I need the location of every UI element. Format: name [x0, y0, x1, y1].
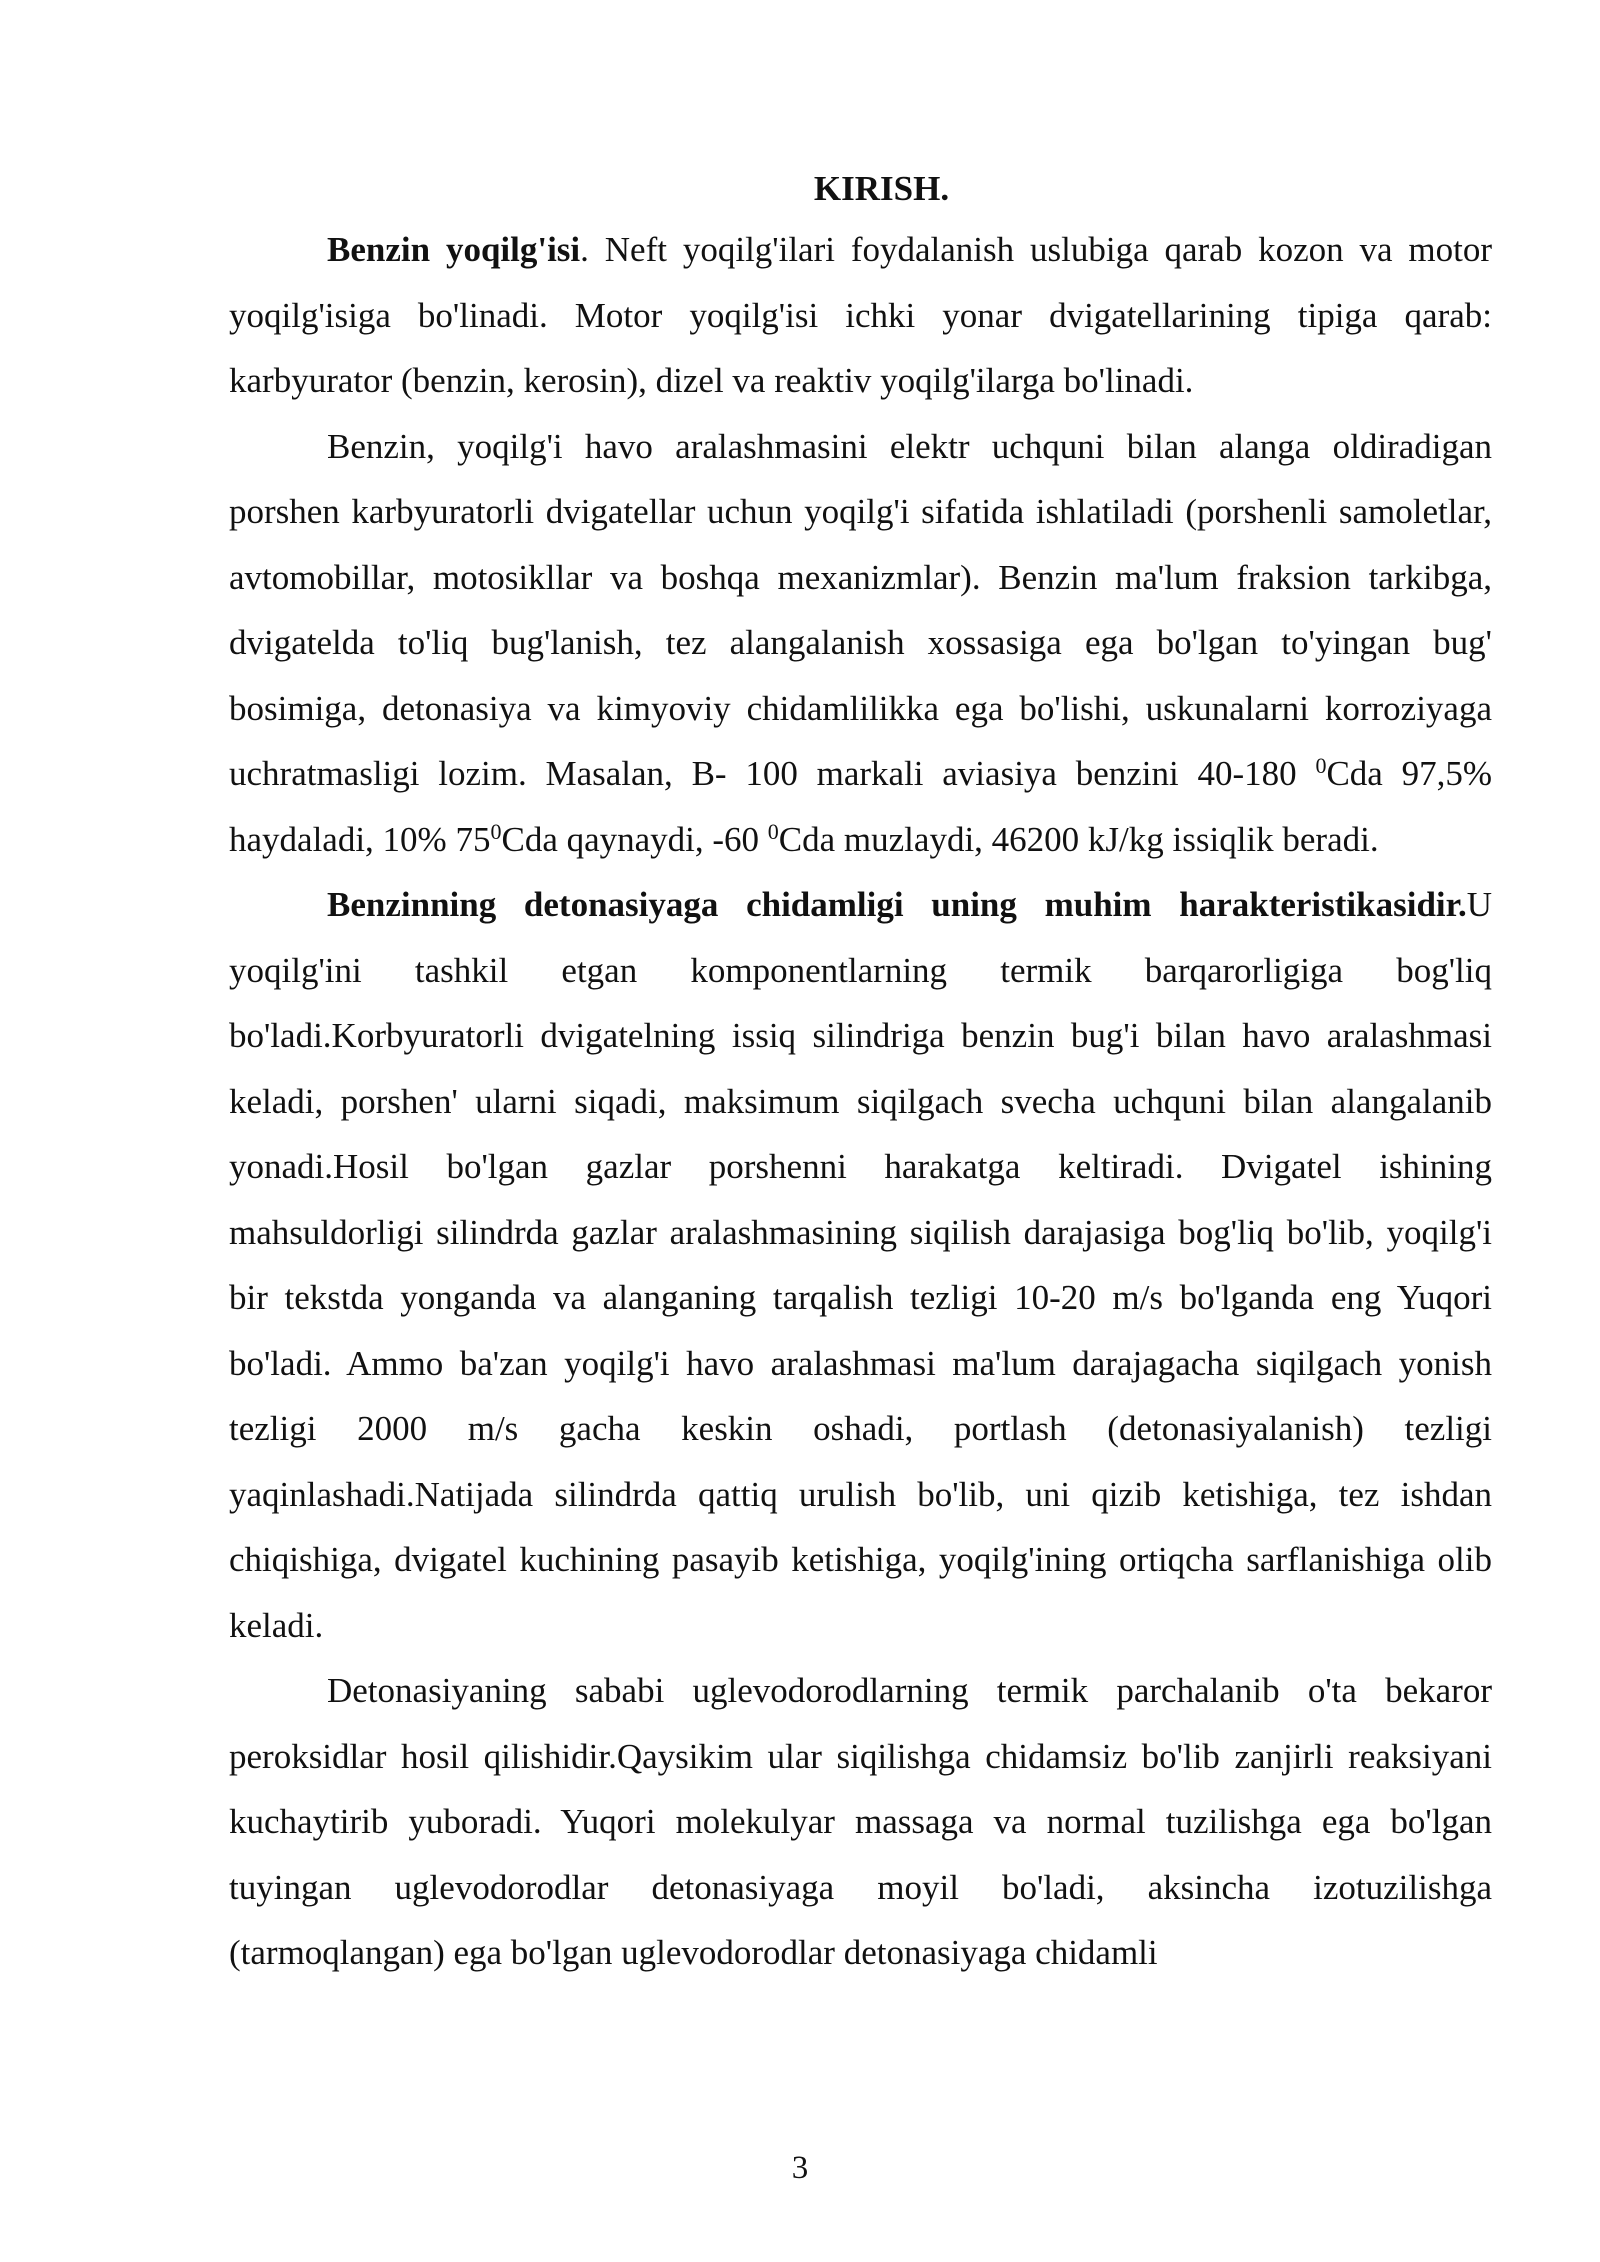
paragraph-3-bold-lead: Benzinning detonasiyaga chidamligi uning muhim harakteristikasidir.	[327, 885, 1467, 924]
paragraph-4-text: Detonasiyaning sababi uglevodorodlarning termik parchalanib o'ta bekaror peroksidlar hosil qilishidir.Qaysikim ular siqilishga chidamsiz bo'lib zanjirli reaksiyani kuchaytirib yuboradi. Yuqori molekulyar massaga va normal tuzilishga ega bo'lgan tuyingan uglevodorodlar detonasiyaga moyil bo'ladi, aksincha izotuzilishga (tarmoqlangan) ega bo'lgan uglevodorodlar detonasiyaga chidamli	[229, 1671, 1492, 1972]
page-body	[229, 160, 1492, 1986]
superscript-degree-2: 0	[490, 818, 502, 844]
paragraph-2-text-4: Cda muzlaydi, 46200 kJ/kg issiqlik beradi.	[778, 819, 1379, 859]
paragraph-2-text-1: Benzin, yoqilg'i havo aralashmasini elektr uchquni bilan alanga oldiradigan porshen karbyuratorli dvigatellar uchun yoqilg'i sifatida ishlatiladi (porshenli samoletlar, avtomobillar, motosikllar va boshqa mexanizmlar). Benzin ma'lum fraksion tarkibga, dvigatelda to'liq bug'lanish, tez alangalanish xossasiga ega bo'lgan to'yingan bug' bosimiga, detonasiya va kimyoviy chidamlilikka ega bo'lishi, uskunalarni korroziyaga uchratmasligi lozim. Masalan, B- 100 markali aviasiya benzini 40-180	[229, 426, 1492, 793]
paragraph-4	[229, 1658, 1492, 1986]
superscript-degree-3: 0	[767, 818, 779, 844]
paragraph-1	[229, 217, 1492, 414]
paragraph-2-text-3: Cda qaynaydi, -60	[501, 819, 768, 859]
paragraph-1-bold-lead: Benzin yoqilg'isi	[327, 230, 581, 269]
page-number: 3	[791, 2150, 809, 2186]
paragraph-3-text: U yoqilg'ini tashkil etgan komponentlarning termik barqarorligiga bog'liq bo'ladi.Korbyuratorli dvigatelning issiq silindriga benzin bug'i bilan havo aralashmasi keladi, porshen' ularni siqadi, maksimum siqilgach svecha uchquni bilan alangalanib yonadi.Hosil bo'lgan gazlar porshenni harakatga keltiradi. Dvigatel ishining mahsuldorligi silindrda gazlar aralashmasining siqilish darajasiga bog'liq bo'lib, yoqilg'i bir tekstda yonganda va alanganing tarqalish tezligi 10-20 m/s bo'lganda eng Yuqori bo'ladi. Ammo ba'zan yoqilg'i havo aralashmasi ma'lum darajagacha siqilgach yonish tezligi 2000 m/s gacha keskin oshadi, portlash (detonasiyalanish) tezligi yaqinlashadi.Natijada silindrda qattiq urulish bo'lib, uni qizib ketishiga, tez ishdan chiqishiga, dvigatel kuchining pasayib ketishiga, yoqilg'ining ortiqcha sarflanishiga olib keladi.	[229, 885, 1492, 1645]
section-title: KIRISH.	[813, 169, 950, 208]
superscript-degree-1: 0	[1315, 753, 1327, 778]
paragraph-2	[229, 414, 1492, 873]
paragraph-3	[229, 872, 1492, 1658]
paragraph-2-text-2: Cda 97,5% haydaladi, 10% 75	[229, 754, 1492, 859]
paragraph-1-text: . Neft yoqilg'ilari foydalanish uslubiga qarab kozon va motor yoqilg'isiga bo'linadi. Motor yoqilg'isi ichki yonar dvigatellarining tipiga qarab: karbyurator (benzin, kerosin), dizel va reaktiv yoqilg'ilarga bo'linadi.	[229, 230, 1492, 400]
